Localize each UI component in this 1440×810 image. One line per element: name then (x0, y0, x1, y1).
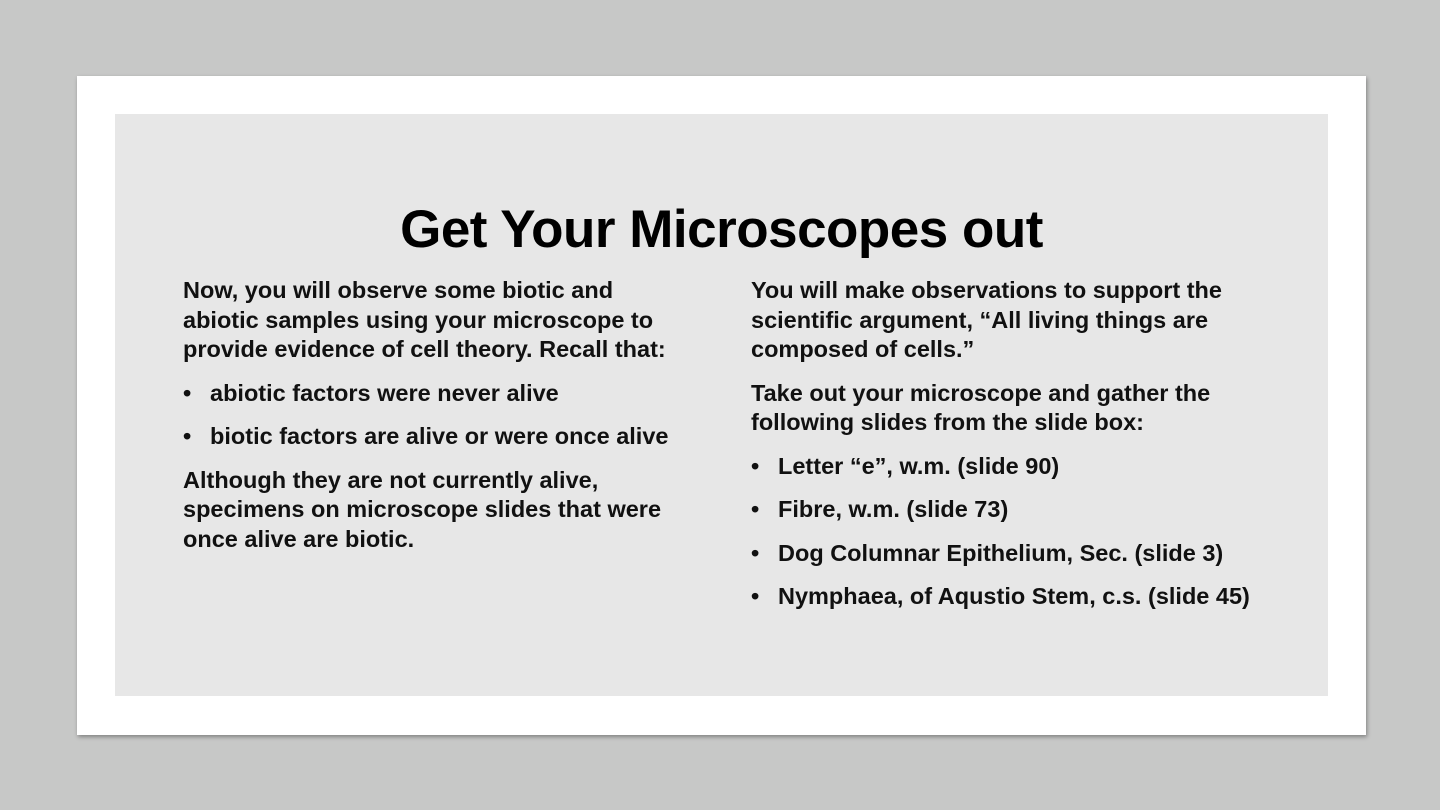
list-item-text: Fibre, w.m. (slide 73) (778, 496, 1009, 522)
list-item (183, 422, 683, 452)
list-item-text: abiotic factors were never alive (210, 379, 559, 406)
bullet-icon: • (183, 379, 192, 406)
list-item (751, 452, 1271, 482)
list-item-text: Nymphaea, of Aqustio Stem, c.s. (slide 45) (778, 583, 1250, 609)
right-intro-text: You will make observations to support the scientific argument, “All living things are composed of cells.” (751, 277, 1222, 362)
left-closing-text: Although they are not currently alive, specimens on microscope slides that were once alive are biotic. (183, 466, 662, 552)
right-column (751, 276, 1271, 626)
list-item-text: Letter “e”, w.m. (slide 90) (778, 452, 1060, 479)
list-item (183, 379, 683, 409)
list-item (751, 495, 1271, 525)
left-column (183, 276, 683, 568)
bullet-icon: • (183, 423, 192, 449)
list-item (751, 582, 1271, 612)
list-item (751, 539, 1271, 569)
bullet-icon: • (751, 496, 760, 522)
bullet-icon: • (751, 583, 760, 609)
right-instruction-text: Take out your microscope and gather the following slides from the slide box: (751, 379, 1211, 435)
list-item-text: biotic factors are alive or were once alive (210, 423, 669, 449)
bullet-icon: • (751, 539, 760, 566)
left-bullet-list (183, 379, 683, 452)
bullet-icon: • (751, 452, 760, 479)
left-intro-text: Now, you will observe some biotic and abiotic samples using your microscope to provide evidence of cell theory. Recall that: (183, 277, 666, 362)
slides-bullet-list (751, 452, 1271, 612)
content-panel (115, 114, 1328, 696)
slide (77, 76, 1366, 735)
slide-title: Get Your Microscopes out (400, 200, 1043, 259)
list-item-text: Dog Columnar Epithelium, Sec. (slide 3) (778, 539, 1224, 566)
